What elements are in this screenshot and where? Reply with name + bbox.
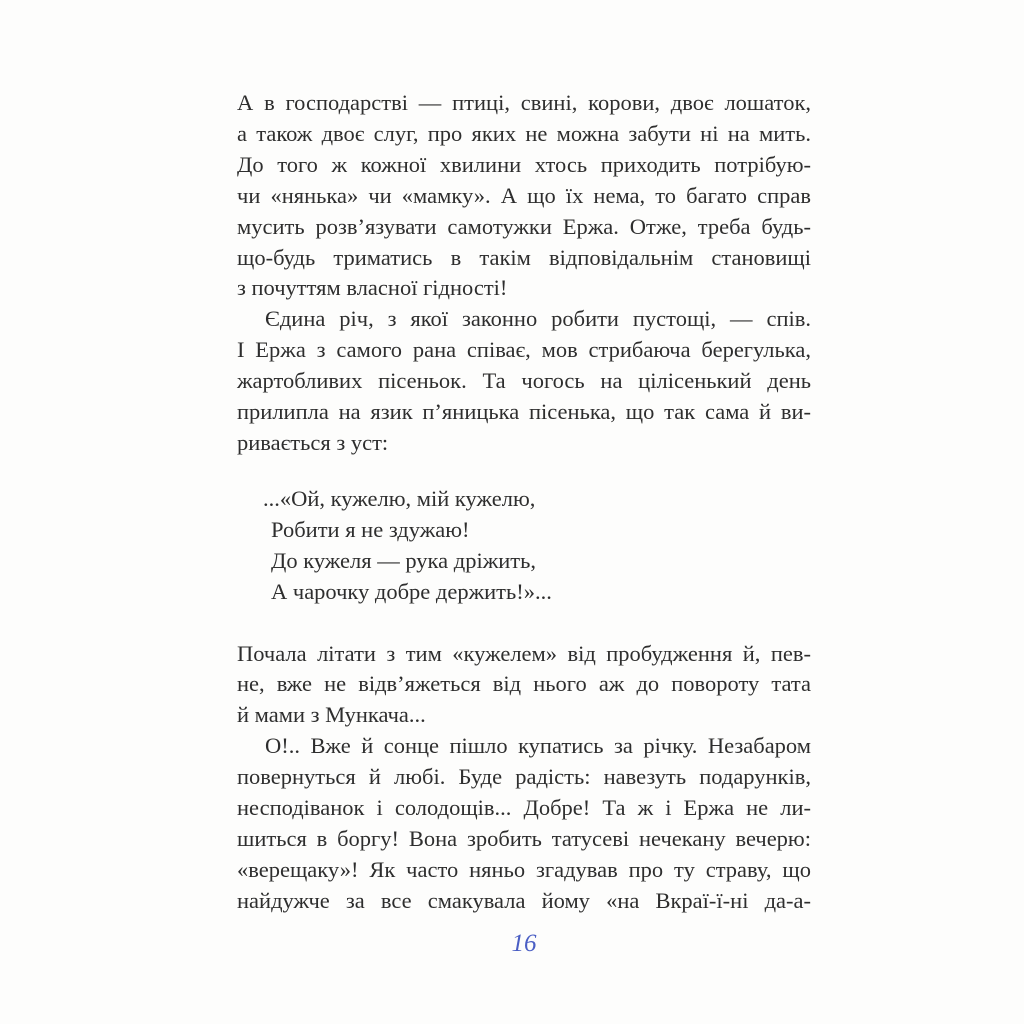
paragraph [237,731,811,916]
page-number: 16 [511,930,537,957]
text-line: До того ж кожної хвилини хтось приходить потрібую- [237,151,811,177]
verse-line: До кужеля — рука дріжить, [271,547,537,573]
text-line: О!.. Вже й сонце пішло купатись за річку. Незабаром [265,733,811,759]
paragraph [237,639,811,732]
text-line: І Ержа з самого рана співає, мов стрибаюча берегулька, [237,337,811,363]
text-line: не, вже не відв’яжеться від нього аж до повороту тата [237,671,811,697]
text-line: мусить розв’язувати самотужки Ержа. Отже, треба будь- [237,213,811,239]
text-line: а також двоє слуг, про яких не можна забути ні на мить. [237,120,811,146]
text-line: з почуттям власної гідності! [237,275,508,301]
verse-line: ...«Ой, кужелю, мій кужелю, [263,485,536,511]
text-line: Єдина річ, з якої законно робити пустощі, — спів. [265,306,811,332]
paragraph [237,304,811,459]
text-line: що-будь триматись в такім відповідальнім становищі [237,244,811,270]
page-text-block [237,88,811,917]
paragraph [237,88,811,304]
text-line: прилипла на язик п’яницька пісенька, що так сама й ви- [237,399,811,425]
text-line: ривається з уст: [237,429,389,455]
text-line: чи «нянька» чи «мамку». А що їх нема, то багато справ [237,182,811,208]
text-line: найдужче за все смакувала йому «на Вкраї-ї-ні да-а- [237,887,811,913]
text-line: Почала літати з тим «кужелем» від пробудження й, пев- [237,640,811,666]
text-line: «верещаку»! Як часто няньо згадував про ту страву, що [237,856,811,882]
text-line: несподіванок і солодощів... Добре! Та ж і Ержа не ли- [237,795,811,821]
text-line: жартобливих пісеньок. Та чогось на цілісенький день [237,368,811,394]
verse-block [263,484,811,608]
text-line: й мами з Мункача... [237,702,426,728]
verse-line: А чарочку добре держить!»... [271,578,552,604]
verse-line: Робити я не здужаю! [271,516,470,542]
text-line: повернуться й любі. Буде радість: навезуть подарунків, [237,764,811,790]
text-line: А в господарстві — птиці, свині, корови, двоє лошаток, [237,90,811,115]
text-line: шиться в боргу! Вона зробить татусеві нечекану вечерю: [237,825,811,851]
